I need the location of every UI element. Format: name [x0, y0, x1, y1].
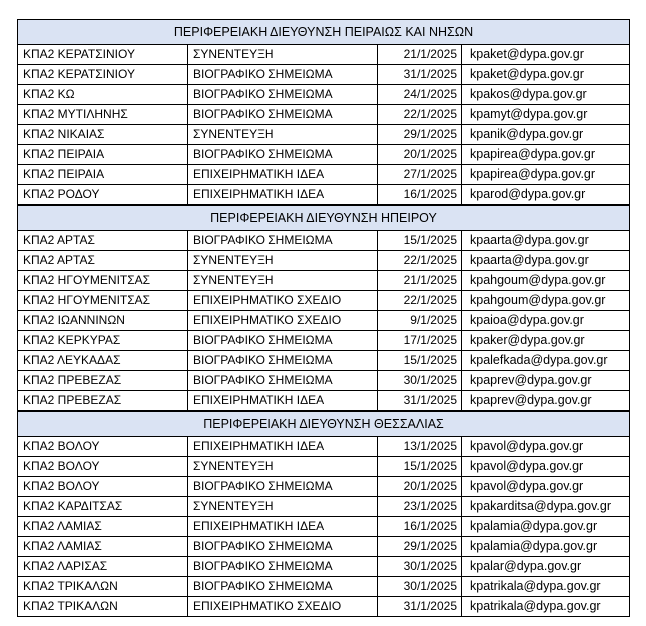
schedule-table — [17, 19, 630, 617]
office-cell: ΚΠΑ2 ΗΓΟΥΜΕΝΙΤΣΑΣ — [18, 271, 188, 291]
section-header-row — [18, 411, 630, 437]
date-cell: 22/1/2025 — [378, 251, 462, 271]
email-cell: kpapirea@dypa.gov.gr — [462, 165, 630, 185]
office-cell: ΚΠΑ2 ΒΟΛΟΥ — [18, 437, 188, 457]
office-cell: ΚΠΑ2 ΑΡΤΑΣ — [18, 231, 188, 251]
office-cell: ΚΠΑ2 ΚΩ — [18, 85, 188, 105]
topic-cell: ΕΠΙΧΕΙΡΗΜΑΤΙΚΗ ΙΔΕΑ — [188, 185, 378, 206]
email-cell: kpaprev@dypa.gov.gr — [462, 371, 630, 391]
email-cell: kpaket@dypa.gov.gr — [462, 65, 630, 85]
date-cell: 23/1/2025 — [378, 497, 462, 517]
table-row — [18, 577, 630, 597]
office-cell: ΚΠΑ2 ΤΡΙΚΑΛΩΝ — [18, 597, 188, 617]
office-cell: ΚΠΑ2 ΙΩΑΝΝΙΝΩΝ — [18, 311, 188, 331]
topic-cell: ΣΥΝΕΝΤΕΥΞΗ — [188, 271, 378, 291]
date-cell: 17/1/2025 — [378, 331, 462, 351]
table-row — [18, 311, 630, 331]
date-cell: 16/1/2025 — [378, 185, 462, 206]
topic-cell: ΣΥΝΕΝΤΕΥΞΗ — [188, 457, 378, 477]
table-row — [18, 597, 630, 617]
email-cell: kpavol@dypa.gov.gr — [462, 437, 630, 457]
office-cell: ΚΠΑ2 ΠΡΕΒΕΖΑΣ — [18, 391, 188, 412]
email-cell: kpaarta@dypa.gov.gr — [462, 231, 630, 251]
date-cell: 31/1/2025 — [378, 391, 462, 412]
date-cell: 31/1/2025 — [378, 597, 462, 617]
office-cell: ΚΠΑ2 ΒΟΛΟΥ — [18, 477, 188, 497]
office-cell: ΚΠΑ2 ΤΡΙΚΑΛΩΝ — [18, 577, 188, 597]
topic-cell: ΒΙΟΓΡΑΦΙΚΟ ΣΗΜΕΙΩΜΑ — [188, 145, 378, 165]
email-cell: kpatrikala@dypa.gov.gr — [462, 597, 630, 617]
date-cell: 15/1/2025 — [378, 457, 462, 477]
topic-cell: ΕΠΙΧΕΙΡΗΜΑΤΙΚΟ ΣΧΕΔΙΟ — [188, 311, 378, 331]
date-cell: 21/1/2025 — [378, 271, 462, 291]
topic-cell: ΕΠΙΧΕΙΡΗΜΑΤΙΚΗ ΙΔΕΑ — [188, 165, 378, 185]
topic-cell: ΒΙΟΓΡΑΦΙΚΟ ΣΗΜΕΙΩΜΑ — [188, 557, 378, 577]
table-row — [18, 251, 630, 271]
date-cell: 30/1/2025 — [378, 557, 462, 577]
table-row — [18, 331, 630, 351]
table-row — [18, 185, 630, 206]
section-header-row — [18, 205, 630, 231]
date-cell: 15/1/2025 — [378, 351, 462, 371]
section-title: ΠΕΡΙΦΕΡΕΙΑΚΗ ΔΙΕΥΘΥΝΣΗ ΗΠΕΙΡΟΥ — [18, 205, 630, 231]
topic-cell: ΒΙΟΓΡΑΦΙΚΟ ΣΗΜΕΙΩΜΑ — [188, 331, 378, 351]
date-cell: 30/1/2025 — [378, 577, 462, 597]
topic-cell: ΒΙΟΓΡΑΦΙΚΟ ΣΗΜΕΙΩΜΑ — [188, 85, 378, 105]
office-cell: ΚΠΑ2 ΚΕΡΑΤΣΙΝΙΟΥ — [18, 45, 188, 65]
table-row — [18, 371, 630, 391]
office-cell: ΚΠΑ2 ΛΑΜΙΑΣ — [18, 517, 188, 537]
topic-cell: ΕΠΙΧΕΙΡΗΜΑΤΙΚΗ ΙΔΕΑ — [188, 391, 378, 412]
email-cell: kpanik@dypa.gov.gr — [462, 125, 630, 145]
table-row — [18, 231, 630, 251]
email-cell: kpaket@dypa.gov.gr — [462, 45, 630, 65]
section-title: ΠΕΡΙΦΕΡΕΙΑΚΗ ΔΙΕΥΘΥΝΣΗ ΠΕΙΡΑΙΩΣ ΚΑΙ ΝΗΣΩΝ — [18, 20, 630, 45]
date-cell: 15/1/2025 — [378, 231, 462, 251]
table-row — [18, 351, 630, 371]
email-cell: kpahgoum@dypa.gov.gr — [462, 271, 630, 291]
topic-cell: ΕΠΙΧΕΙΡΗΜΑΤΙΚΟ ΣΧΕΔΙΟ — [188, 597, 378, 617]
email-cell: kpalamia@dypa.gov.gr — [462, 517, 630, 537]
email-cell: kpatrikala@dypa.gov.gr — [462, 577, 630, 597]
email-cell: kpakarditsa@dypa.gov.gr — [462, 497, 630, 517]
date-cell: 13/1/2025 — [378, 437, 462, 457]
table-row — [18, 271, 630, 291]
office-cell: ΚΠΑ2 ΗΓΟΥΜΕΝΙΤΣΑΣ — [18, 291, 188, 311]
topic-cell: ΒΙΟΓΡΑΦΙΚΟ ΣΗΜΕΙΩΜΑ — [188, 351, 378, 371]
topic-cell: ΒΙΟΓΡΑΦΙΚΟ ΣΗΜΕΙΩΜΑ — [188, 577, 378, 597]
office-cell: ΚΠΑ2 ΡΟΔΟΥ — [18, 185, 188, 206]
topic-cell: ΒΙΟΓΡΑΦΙΚΟ ΣΗΜΕΙΩΜΑ — [188, 477, 378, 497]
office-cell: ΚΠΑ2 ΚΑΡΔΙΤΣΑΣ — [18, 497, 188, 517]
email-cell: kpaker@dypa.gov.gr — [462, 331, 630, 351]
table-row — [18, 45, 630, 65]
office-cell: ΚΠΑ2 ΚΕΡΑΤΣΙΝΙΟΥ — [18, 65, 188, 85]
office-cell: ΚΠΑ2 ΜΥΤΙΛΗΝΗΣ — [18, 105, 188, 125]
email-cell: kpakos@dypa.gov.gr — [462, 85, 630, 105]
email-cell: kpahgoum@dypa.gov.gr — [462, 291, 630, 311]
office-cell: ΚΠΑ2 ΠΡΕΒΕΖΑΣ — [18, 371, 188, 391]
topic-cell: ΣΥΝΕΝΤΕΥΞΗ — [188, 251, 378, 271]
date-cell: 20/1/2025 — [378, 145, 462, 165]
date-cell: 16/1/2025 — [378, 517, 462, 537]
date-cell: 22/1/2025 — [378, 291, 462, 311]
date-cell: 30/1/2025 — [378, 371, 462, 391]
table-row — [18, 537, 630, 557]
office-cell: ΚΠΑ2 ΛΑΜΙΑΣ — [18, 537, 188, 557]
table-row — [18, 557, 630, 577]
table-row — [18, 165, 630, 185]
table-row — [18, 477, 630, 497]
office-cell: ΚΠΑ2 ΝΙΚΑΙΑΣ — [18, 125, 188, 145]
date-cell: 22/1/2025 — [378, 105, 462, 125]
date-cell: 29/1/2025 — [378, 537, 462, 557]
topic-cell: ΒΙΟΓΡΑΦΙΚΟ ΣΗΜΕΙΩΜΑ — [188, 371, 378, 391]
topic-cell: ΕΠΙΧΕΙΡΗΜΑΤΙΚΟ ΣΧΕΔΙΟ — [188, 291, 378, 311]
email-cell: kpavol@dypa.gov.gr — [462, 477, 630, 497]
topic-cell: ΕΠΙΧΕΙΡΗΜΑΤΙΚΗ ΙΔΕΑ — [188, 517, 378, 537]
office-cell: ΚΠΑ2 ΑΡΤΑΣ — [18, 251, 188, 271]
table-row — [18, 105, 630, 125]
date-cell: 29/1/2025 — [378, 125, 462, 145]
table-row — [18, 457, 630, 477]
section-header-row — [18, 20, 630, 45]
topic-cell: ΣΥΝΕΝΤΕΥΞΗ — [188, 497, 378, 517]
table-row — [18, 65, 630, 85]
email-cell: kparod@dypa.gov.gr — [462, 185, 630, 206]
office-cell: ΚΠΑ2 ΠΕΙΡΑΙΑ — [18, 165, 188, 185]
email-cell: kpapirea@dypa.gov.gr — [462, 145, 630, 165]
office-cell: ΚΠΑ2 ΠΕΙΡΑΙΑ — [18, 145, 188, 165]
table-row — [18, 291, 630, 311]
topic-cell: ΒΙΟΓΡΑΦΙΚΟ ΣΗΜΕΙΩΜΑ — [188, 231, 378, 251]
topic-cell: ΒΙΟΓΡΑΦΙΚΟ ΣΗΜΕΙΩΜΑ — [188, 65, 378, 85]
table-row — [18, 391, 630, 412]
topic-cell: ΕΠΙΧΕΙΡΗΜΑΤΙΚΗ ΙΔΕΑ — [188, 437, 378, 457]
email-cell: kpalar@dypa.gov.gr — [462, 557, 630, 577]
office-cell: ΚΠΑ2 ΛΑΡΙΣΑΣ — [18, 557, 188, 577]
date-cell: 20/1/2025 — [378, 477, 462, 497]
office-cell: ΚΠΑ2 ΒΟΛΟΥ — [18, 457, 188, 477]
date-cell: 31/1/2025 — [378, 65, 462, 85]
topic-cell: ΒΙΟΓΡΑΦΙΚΟ ΣΗΜΕΙΩΜΑ — [188, 105, 378, 125]
email-cell: kpaioa@dypa.gov.gr — [462, 311, 630, 331]
topic-cell: ΒΙΟΓΡΑΦΙΚΟ ΣΗΜΕΙΩΜΑ — [188, 537, 378, 557]
topic-cell: ΣΥΝΕΝΤΕΥΞΗ — [188, 125, 378, 145]
schedule-table-body — [18, 20, 630, 617]
office-cell: ΚΠΑ2 ΚΕΡΚΥΡΑΣ — [18, 331, 188, 351]
office-cell: ΚΠΑ2 ΛΕΥΚΑΔΑΣ — [18, 351, 188, 371]
email-cell: kpalamia@dypa.gov.gr — [462, 537, 630, 557]
table-row — [18, 517, 630, 537]
email-cell: kpaarta@dypa.gov.gr — [462, 251, 630, 271]
topic-cell: ΣΥΝΕΝΤΕΥΞΗ — [188, 45, 378, 65]
table-row — [18, 125, 630, 145]
date-cell: 27/1/2025 — [378, 165, 462, 185]
table-row — [18, 145, 630, 165]
table-row — [18, 497, 630, 517]
date-cell: 9/1/2025 — [378, 311, 462, 331]
table-row — [18, 85, 630, 105]
date-cell: 24/1/2025 — [378, 85, 462, 105]
table-row — [18, 437, 630, 457]
date-cell: 21/1/2025 — [378, 45, 462, 65]
email-cell: kpalefkada@dypa.gov.gr — [462, 351, 630, 371]
email-cell: kpaprev@dypa.gov.gr — [462, 391, 630, 412]
section-title: ΠΕΡΙΦΕΡΕΙΑΚΗ ΔΙΕΥΘΥΝΣΗ ΘΕΣΣΑΛΙΑΣ — [18, 411, 630, 437]
email-cell: kpavol@dypa.gov.gr — [462, 457, 630, 477]
email-cell: kpamyt@dypa.gov.gr — [462, 105, 630, 125]
